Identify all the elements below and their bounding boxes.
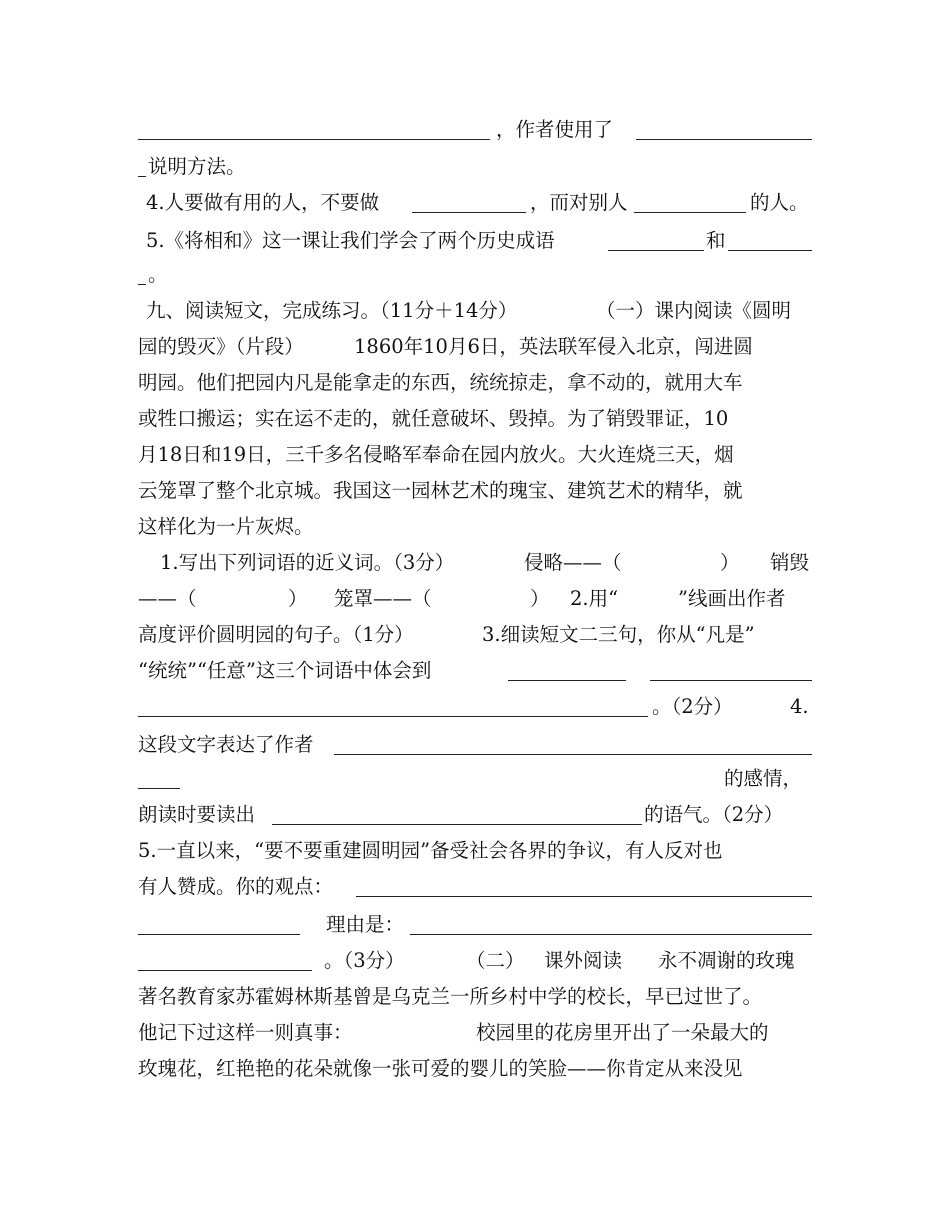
text-line-7 xyxy=(138,332,812,362)
answer-blank[interactable] xyxy=(412,192,526,213)
text-line-16 xyxy=(138,656,812,686)
question-3-line xyxy=(138,620,812,650)
line-text: 他记下过这样一则真事： xyxy=(138,1021,353,1044)
answer-blank[interactable] xyxy=(138,950,312,971)
answer-blank[interactable] xyxy=(138,264,146,285)
line-text: （二） xyxy=(466,949,525,972)
text-line-25 xyxy=(138,982,812,1012)
answer-blank[interactable] xyxy=(138,156,146,177)
text-line-1 xyxy=(138,115,812,145)
line-text: 朗读时要读出 xyxy=(138,803,256,826)
line-text: （一）课内阅读《圆明 xyxy=(596,299,792,322)
line-text: 九、阅读短文，完成练习。（11分＋14分） xyxy=(146,299,518,322)
text-line-19 xyxy=(138,764,812,794)
text-line-2 xyxy=(138,152,812,182)
line-text: 高度评价圆明园的句子。（1分） xyxy=(138,623,414,646)
answer-blank[interactable] xyxy=(728,230,812,251)
line-text: 课外阅读 xyxy=(544,949,623,972)
line-text: ，而对别人 xyxy=(530,191,628,214)
section-nine-heading xyxy=(138,296,812,326)
line-text: 月18日和19日，三千多名侵略军奉命在园内放火。大火连烧三天，烟 xyxy=(138,443,734,466)
line-text: ”线画出作者 xyxy=(678,587,786,610)
answer-blank[interactable] xyxy=(410,914,812,935)
question-4-line xyxy=(138,730,812,760)
text-line-20 xyxy=(138,800,812,830)
text-line-12 xyxy=(138,512,812,542)
text-line-17 xyxy=(138,692,812,722)
line-text: 这段文字表达了作者 xyxy=(138,733,314,756)
text-line-9 xyxy=(138,404,812,434)
line-text: 的人。 xyxy=(750,191,809,214)
line-text: 说明方法。 xyxy=(148,155,246,178)
line-text: 这样化为一片灰烬。 xyxy=(138,515,314,538)
text-line-10 xyxy=(138,440,812,470)
line-text: ——（ xyxy=(138,587,197,610)
line-text: ） xyxy=(530,587,550,610)
answer-blank[interactable] xyxy=(608,230,704,251)
text-line-24 xyxy=(138,946,812,976)
line-text: 的语气。（2分） xyxy=(644,803,784,826)
line-text: 有人赞成。你的观点： xyxy=(138,875,334,898)
line-text: 销毁 xyxy=(770,551,810,574)
answer-blank[interactable] xyxy=(508,660,626,681)
line-text: 5.《将相和》这一课让我们学会了两个历史成语 xyxy=(146,229,555,252)
answer-blank[interactable] xyxy=(138,119,490,140)
text-line-3 xyxy=(138,188,812,218)
answer-blank[interactable] xyxy=(272,804,642,825)
question-5-line xyxy=(138,836,812,866)
answer-blank[interactable] xyxy=(356,876,812,897)
line-text: 。（2分） xyxy=(652,695,733,718)
answer-blank[interactable] xyxy=(138,914,300,935)
text-line-23 xyxy=(138,910,812,940)
line-text: 1.写出下列词语的近义词。（3分） xyxy=(160,551,455,574)
line-text: 玫瑰花，红艳艳的花朵就像一张可爱的婴儿的笑脸——你肯定从来没见 xyxy=(138,1057,743,1080)
line-text: 著名教育家苏霍姆林斯基曾是乌克兰一所乡村中学的校长，早已过世了。 xyxy=(138,985,763,1008)
text-line-22 xyxy=(138,872,812,902)
line-text: ） xyxy=(288,587,308,610)
text-line-11 xyxy=(138,476,812,506)
answer-blank[interactable] xyxy=(634,192,746,213)
line-text: ，作者使用了 xyxy=(496,118,614,141)
text-line-27 xyxy=(138,1054,812,1084)
answer-blank[interactable] xyxy=(138,696,648,717)
line-text: 明园。他们把园内凡是能拿走的东西，统统掠走，拿不动的，就用大车 xyxy=(138,371,743,394)
line-text: 园的毁灭》（片段） xyxy=(138,335,304,358)
line-text: “统统”“任意”这三个词语中体会到 xyxy=(138,659,432,682)
line-text: 云笼罩了整个北京城。我国这一园林艺术的瑰宝、建筑艺术的精华，就 xyxy=(138,479,743,502)
question-1-2-line xyxy=(138,584,812,614)
line-text: 永不凋谢的玫瑰 xyxy=(658,949,795,972)
line-text: 3.细读短文二三句，你从“凡是” xyxy=(482,623,755,646)
answer-blank[interactable] xyxy=(650,660,812,681)
answer-blank[interactable] xyxy=(334,734,812,755)
text-line-5 xyxy=(138,260,812,290)
text-line-4 xyxy=(138,226,812,256)
line-text: 2.用“ xyxy=(570,587,619,610)
line-text: 。 xyxy=(148,263,168,286)
line-text: 5.一直以来，“要不要重建圆明园”备受社会各界的争议，有人反对也 xyxy=(138,839,723,862)
answer-blank[interactable] xyxy=(636,119,812,140)
line-text: 理由是： xyxy=(326,913,405,936)
line-text: 。（3分） xyxy=(324,949,405,972)
text-line-26 xyxy=(138,1018,812,1048)
line-text: 或牲口搬运；实在运不走的，就任意破坏、毁掉。为了销毁罪证，10 xyxy=(138,407,729,430)
line-text: 笼罩——（ xyxy=(334,587,432,610)
line-text: 的感情， xyxy=(724,767,803,790)
line-text: 1860年10月6日，英法联军侵入北京，闯进圆 xyxy=(354,335,753,358)
line-text: 4.人要做有用的人，不要做 xyxy=(146,191,380,214)
text-line-8 xyxy=(138,368,812,398)
line-text: 校园里的花房里开出了一朵最大的 xyxy=(476,1021,769,1044)
line-text: 4. xyxy=(790,695,809,718)
question-1-line xyxy=(138,548,812,578)
line-text: 和 xyxy=(706,229,726,252)
line-text: ） xyxy=(720,551,740,574)
answer-blank[interactable] xyxy=(138,768,180,789)
line-text: 侵略——（ xyxy=(524,551,622,574)
